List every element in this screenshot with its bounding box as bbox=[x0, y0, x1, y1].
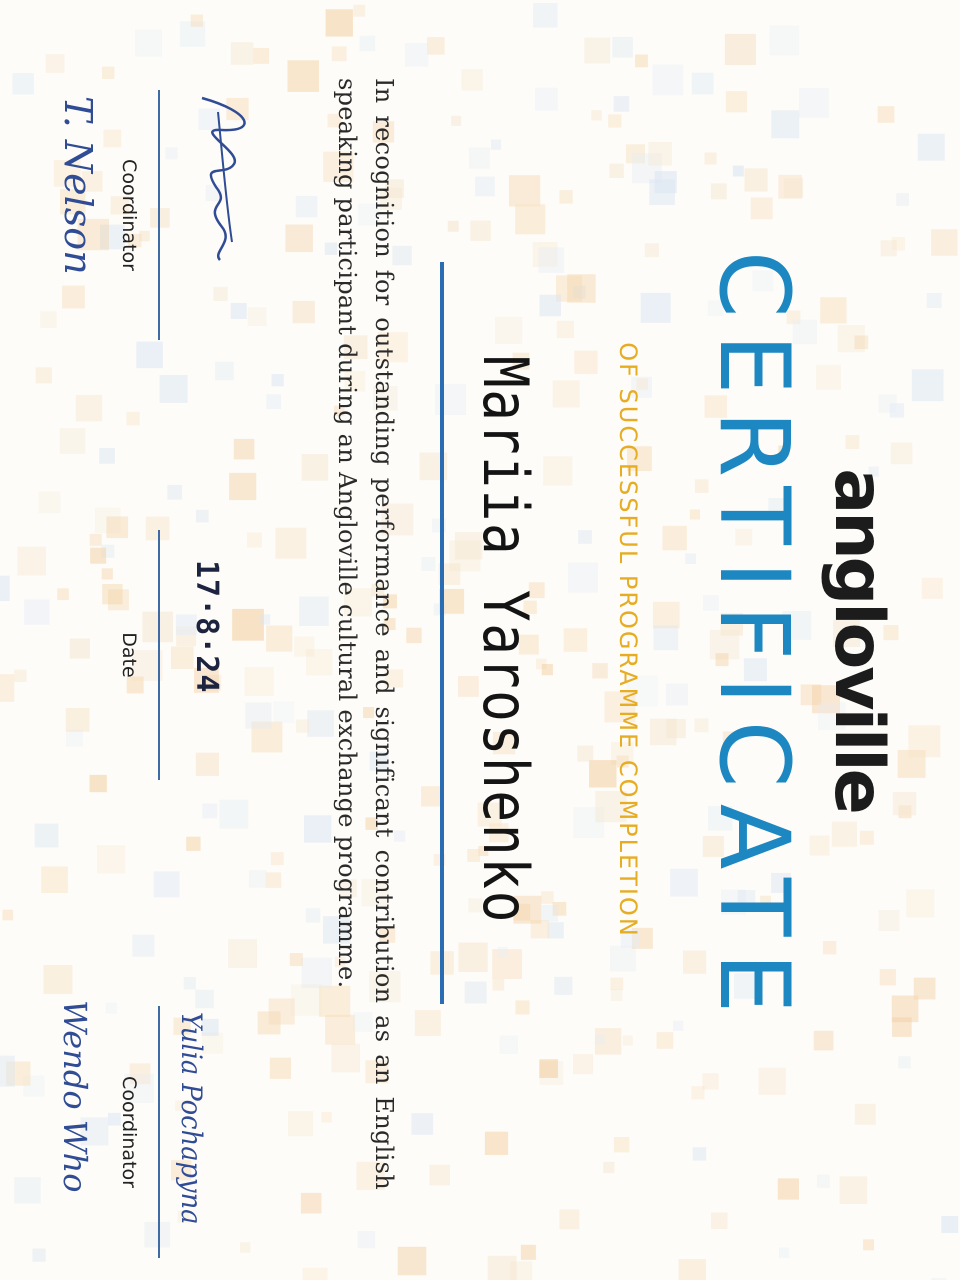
certificate-subtitle: OF SUCCESSFUL PROGRAMME COMPLETION bbox=[614, 342, 642, 938]
certificate-title: CERTIFICATE bbox=[698, 250, 810, 1030]
left-signature-line bbox=[158, 90, 160, 340]
angloville-logo bbox=[819, 0, 898, 1280]
certificate-body-text: In recognition for outstanding performance and significant contribution as an English speaking participant during an Angloville cultural exchange programme. bbox=[333, 78, 398, 1190]
right-signature-name: Yulia Pochapyna bbox=[175, 1012, 208, 1225]
left-signature-name: T. Nelson bbox=[56, 96, 100, 275]
date-handwritten: 17·8·24 bbox=[189, 560, 224, 694]
right-signature-line bbox=[158, 1006, 160, 1258]
right-signature-second: Wendo Who bbox=[56, 1000, 94, 1193]
right-signature-label: Coordinator bbox=[118, 1076, 140, 1188]
date-label: Date bbox=[118, 632, 140, 678]
logo-text: angloville bbox=[819, 468, 898, 812]
left-signature-stroke bbox=[182, 92, 262, 262]
recipient-name: Mariia Yaroshenko bbox=[469, 355, 542, 925]
date-line bbox=[158, 530, 160, 780]
name-underline bbox=[440, 262, 444, 1004]
left-signature-label: Coordinator bbox=[118, 159, 140, 271]
